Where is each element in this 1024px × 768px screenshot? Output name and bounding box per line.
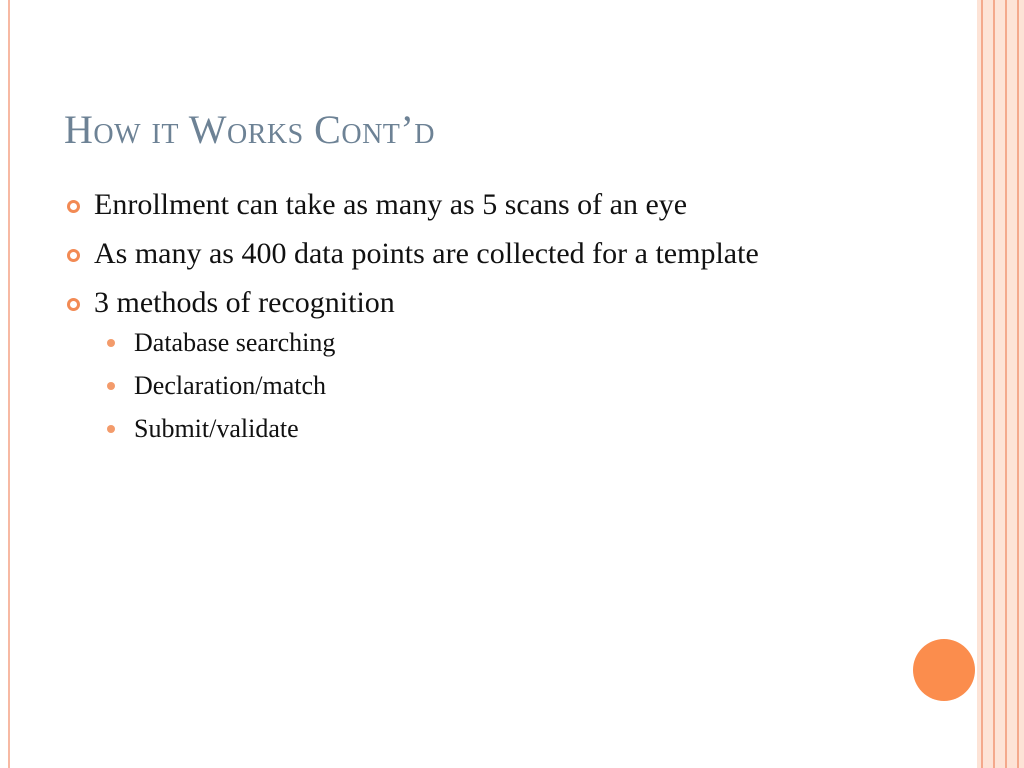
bullet-text: 3 methods of recognition xyxy=(94,286,395,319)
left-border-line xyxy=(8,0,10,768)
bullet-ring-icon xyxy=(67,200,80,213)
bullet-text: Enrollment can take as many as 5 scans of an eye xyxy=(94,188,688,221)
right-border-line xyxy=(981,0,983,768)
bullet-item xyxy=(64,282,904,447)
bullet-text: As many as 400 data points are collected for a template xyxy=(94,237,759,270)
bullet-item xyxy=(64,233,904,274)
bullet-list xyxy=(64,184,904,447)
right-border-line xyxy=(1017,0,1019,768)
bullet-dot-icon xyxy=(107,425,115,433)
bullet-item xyxy=(64,184,904,225)
bullet-dot-icon xyxy=(107,339,115,347)
sub-bullet-item xyxy=(94,411,904,447)
sub-bullet-item xyxy=(94,325,904,361)
right-border-line xyxy=(993,0,995,768)
sub-bullet-text: Submit/validate xyxy=(134,414,299,443)
bullet-ring-icon xyxy=(67,249,80,262)
slide-body xyxy=(64,184,904,455)
bullet-ring-icon xyxy=(67,298,80,311)
right-border-line xyxy=(1005,0,1007,768)
sub-bullet-text: Declaration/match xyxy=(134,371,327,400)
sub-bullet-list xyxy=(94,325,904,447)
bullet-dot-icon xyxy=(107,382,115,390)
accent-circle xyxy=(913,639,975,701)
slide-title: How it Works Cont’d xyxy=(64,107,435,152)
sub-bullet-item xyxy=(94,368,904,404)
sub-bullet-text: Database searching xyxy=(134,328,336,357)
